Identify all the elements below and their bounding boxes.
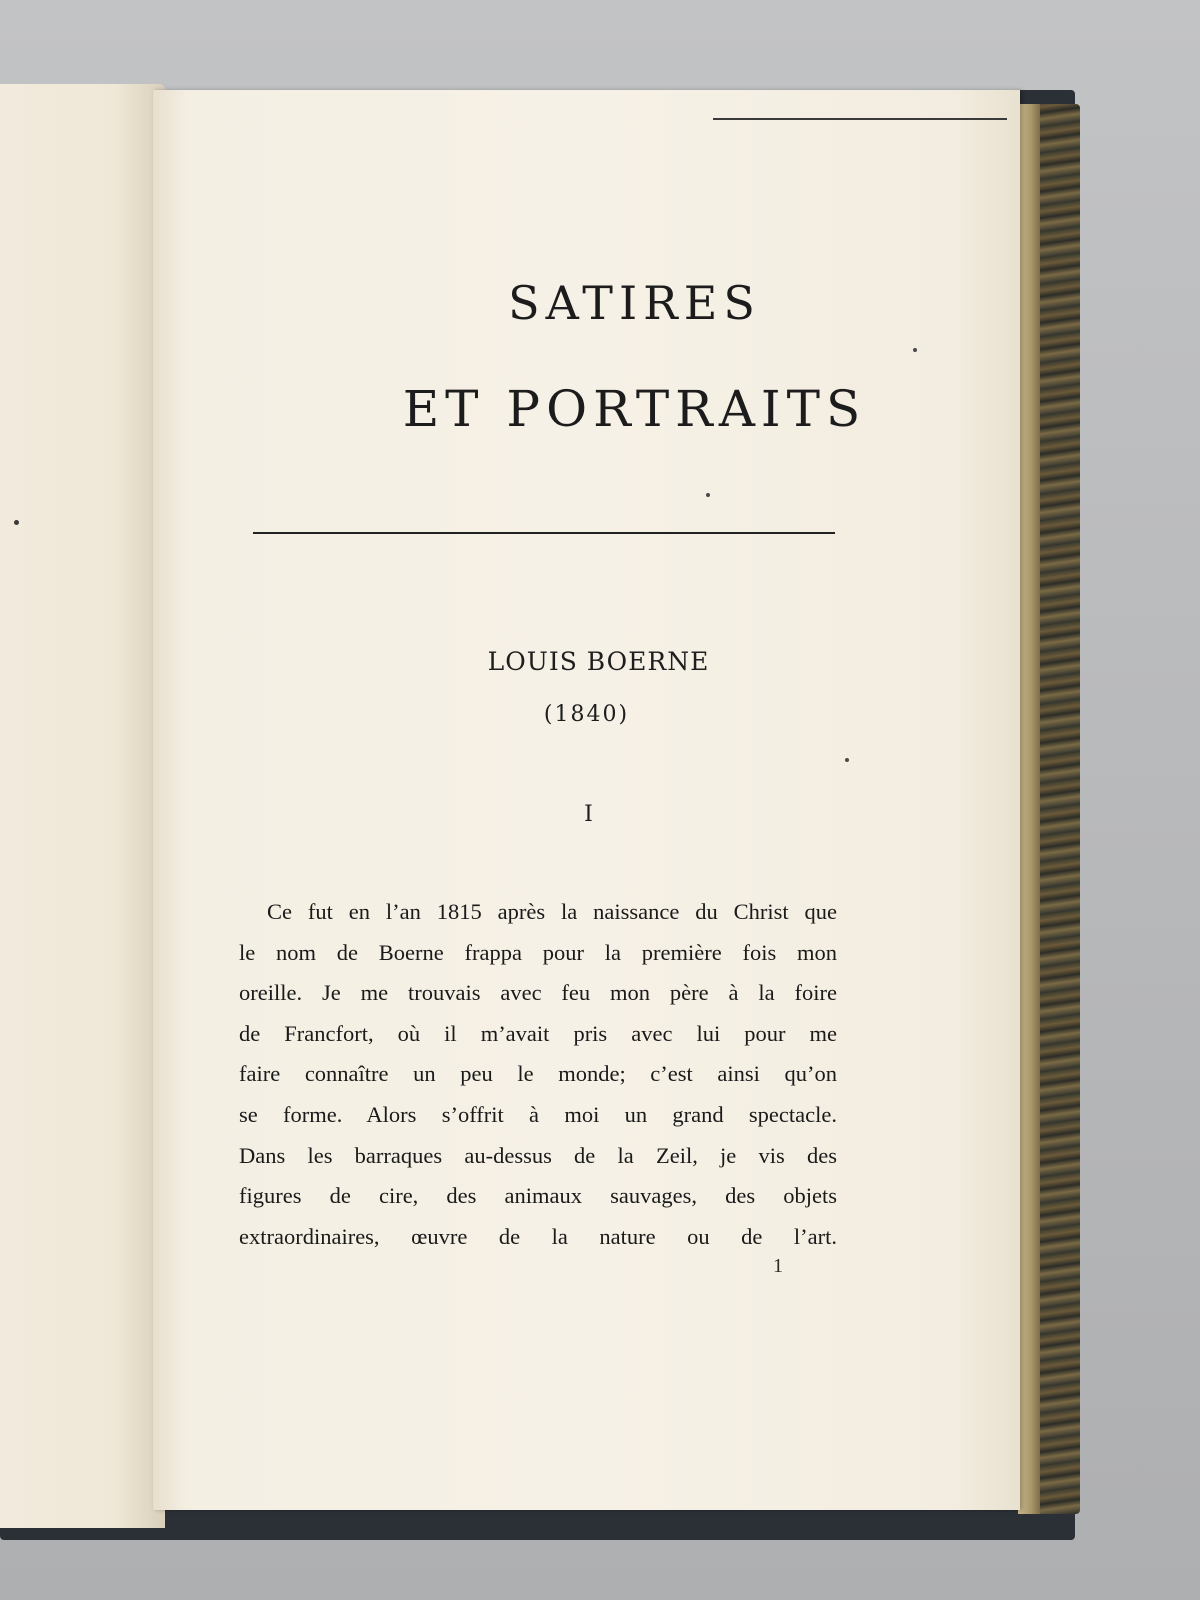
- body-paragraph: [239, 892, 837, 1257]
- book-title-line-1: SATIRES: [508, 276, 761, 330]
- body-line: faire connaître un peu le monde; c’est ainsi qu’on: [239, 1061, 837, 1087]
- book-title-line-2: ET PORTRAITS: [402, 380, 867, 438]
- body-line: de Francfort, où il m’avait pris avec lui pour me: [239, 1020, 837, 1046]
- paper-speck: [913, 348, 917, 352]
- chapter-year: (1840): [543, 702, 630, 727]
- paper-speck: [706, 493, 710, 497]
- body-line: oreille. Je me trouvais avec feu mon père à la foire: [239, 980, 837, 1006]
- body-line: Dans les barraques au-dessus de la Zeil, je vis des: [239, 1142, 837, 1168]
- body-line: Ce fut en l’an 1815 après la naissance du Christ que: [267, 899, 837, 924]
- body-line: se forme. Alors s’offrit à moi un grand spectacle.: [239, 1101, 837, 1127]
- left-page: [0, 84, 165, 1528]
- left-page-speck: [14, 520, 19, 525]
- top-page-edge-line: [713, 118, 1007, 120]
- title-rule: [253, 532, 835, 534]
- page-number: 1: [773, 1255, 783, 1277]
- body-line: figures de cire, des animaux sauvages, des objets: [239, 1183, 837, 1209]
- body-line: extraordinaires, œuvre de la nature ou de l’art.: [239, 1223, 837, 1249]
- right-page: [153, 90, 1020, 1510]
- paper-speck: [845, 758, 849, 762]
- section-number: I: [584, 802, 593, 827]
- body-line: le nom de Boerne frappa pour la première fois mon: [239, 939, 837, 965]
- chapter-title: LOUIS BOERNE: [487, 647, 710, 676]
